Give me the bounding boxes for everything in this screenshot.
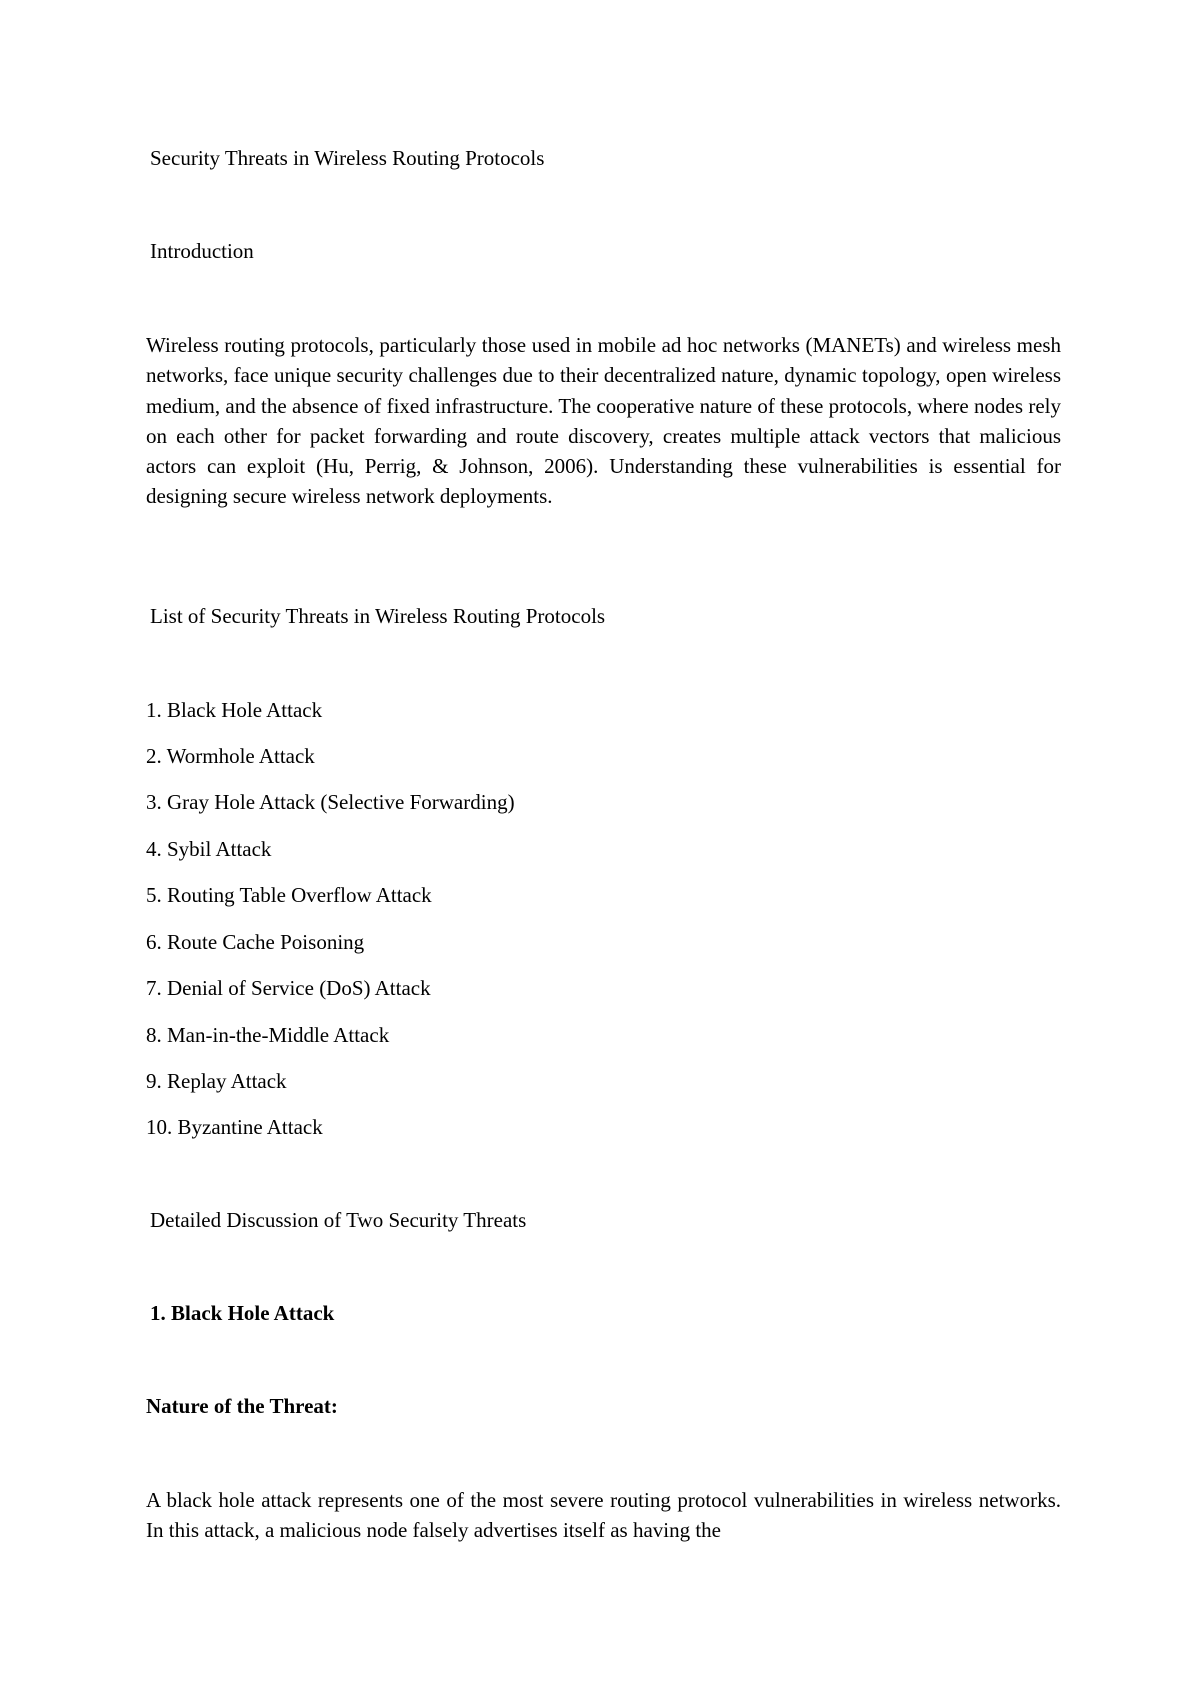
threat-list-item: 10. Byzantine Attack	[146, 1115, 323, 1139]
threat-list-item: 5. Routing Table Overflow Attack	[146, 883, 432, 907]
discussion-heading: Detailed Discussion of Two Security Threats	[150, 1208, 527, 1232]
black-hole-attack-heading: 1. Black Hole Attack	[150, 1301, 335, 1325]
threat-list-item: 8. Man-in-the-Middle Attack	[146, 1023, 390, 1047]
threat-list-item: 9. Replay Attack	[146, 1069, 287, 1093]
nature-of-threat-heading: Nature of the Threat:	[146, 1394, 338, 1418]
introduction-paragraph: Wireless routing protocols, particularly those used in mobile ad hoc networks (MANETs) and wireless mesh networks, face unique security challenges due to their decentralized nature, dynamic topology, open wireless medium, and the absence of fixed infrastructure. The cooperative nature of these protocols, where nodes rely on each other for packet forwarding and route discovery, creates multiple attack vectors that malicious actors can exploit (Hu, Perrig, & Johnson, 2006). Understanding these vulnerabilities is essential for designing secure wireless network deployments.	[146, 333, 1061, 509]
threat-list-item: 7. Denial of Service (DoS) Attack	[146, 976, 431, 1000]
introduction-heading: Introduction	[150, 239, 254, 263]
threat-list-item: 1. Black Hole Attack	[146, 698, 323, 722]
nature-paragraph: A black hole attack represents one of the most severe routing protocol vulnerabilities in wireless networks. In this attack, a malicious node falsely advertises itself as having the	[146, 1488, 1061, 1543]
threat-list-item: 2. Wormhole Attack	[146, 744, 315, 768]
threat-list-item: 3. Gray Hole Attack (Selective Forwarding)	[146, 790, 515, 814]
document-title: Security Threats in Wireless Routing Protocols	[150, 146, 545, 170]
threat-list-item: 6. Route Cache Poisoning	[146, 930, 365, 954]
threat-list-item: 4. Sybil Attack	[146, 837, 272, 861]
threat-list-heading: List of Security Threats in Wireless Routing Protocols	[150, 604, 606, 628]
